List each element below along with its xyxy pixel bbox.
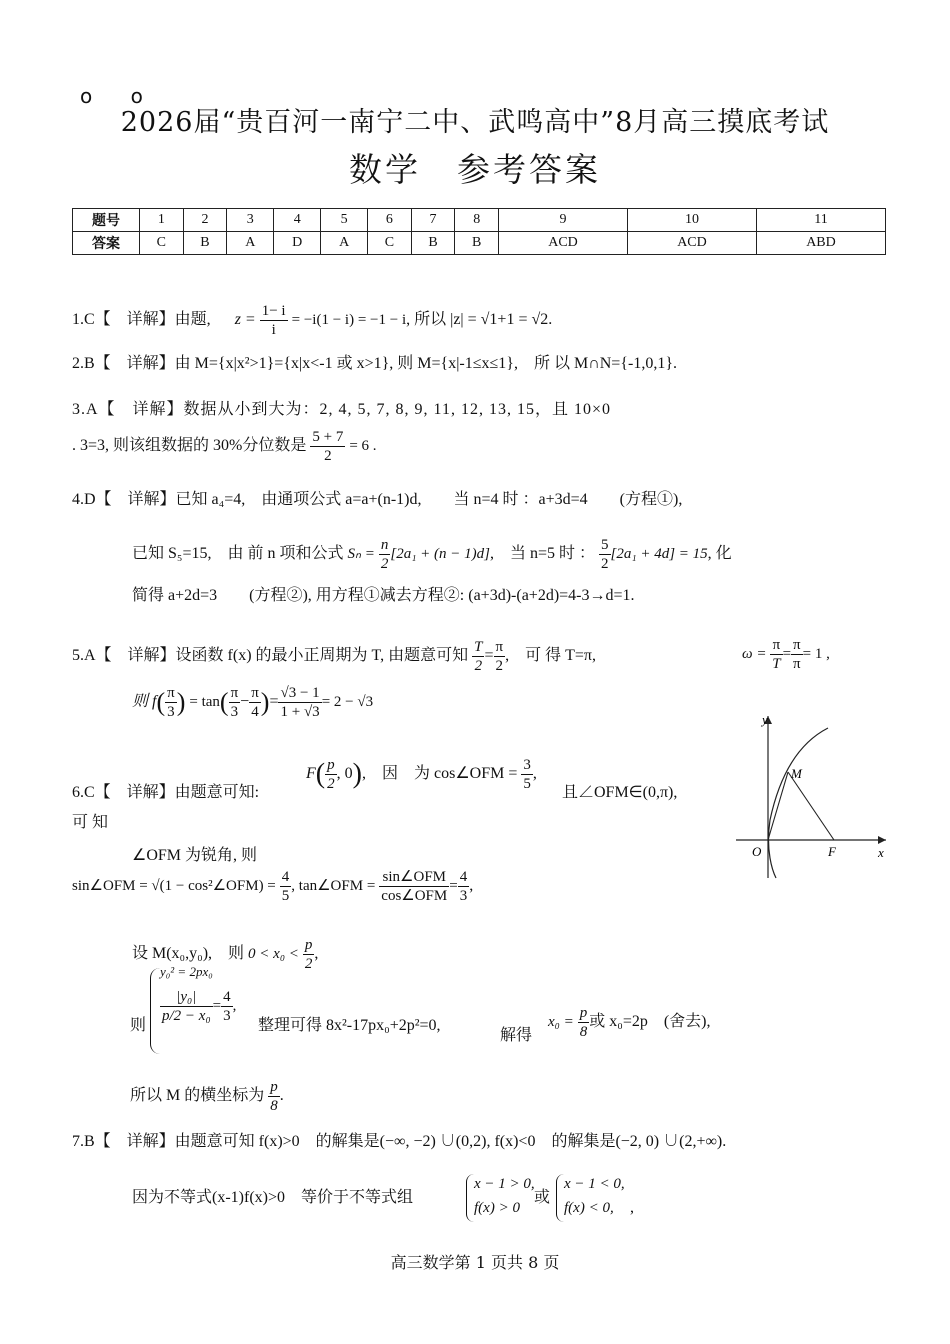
- q6-r-den: 8: [270, 1098, 278, 1114]
- q5-omega: ω = $\frac{\pi}{T}$ = $\frac{\pi}{\pi}$ = 1 ,: [742, 637, 830, 672]
- q6-kezhi: 可 知: [72, 814, 109, 831]
- q5-line1: [72, 638, 596, 675]
- q7-system-1: [474, 1172, 535, 1220]
- origin-label: O: [752, 844, 762, 859]
- q1-eq-lhs: z =: [234, 311, 256, 329]
- num-cell: 10: [627, 209, 756, 232]
- q6-wei: 为 cos∠OFM =: [414, 765, 518, 783]
- q5-line2: 则 f( $\frac{\pi}{3}$ ) = tan( $\frac{\pi}{3}$ − $\frac{\pi}{4}$ )= $\frac{√3 - 1}{1 + √3}$ = 2 − √3: [132, 685, 374, 720]
- q4-text-a: 已知 S₅=15, 由 前 n 项和公式: [132, 545, 344, 563]
- num-cell: 11: [756, 209, 885, 232]
- q6-ineq-fraction: [303, 936, 315, 973]
- q3-fraction: [310, 428, 345, 465]
- q6-sys-top: y₀² = 2px₀: [160, 964, 213, 979]
- q6-cos-fraction: [521, 756, 533, 793]
- mark-2: o: [130, 84, 145, 108]
- q4-s5-den: 2: [601, 556, 609, 572]
- q4-s5-rhs: [2a₁ + 4d] = 15: [610, 546, 708, 563]
- q7-s1-top: x − 1 > 0,: [474, 1176, 535, 1192]
- exam-subtitle: 数学 参考答案: [349, 150, 601, 189]
- q3-eq: = 6 .: [349, 438, 377, 455]
- q5-t-num: T: [474, 639, 483, 655]
- point-f-label: F: [828, 844, 836, 859]
- q7-s1-bot: f(x) > 0: [474, 1200, 520, 1216]
- q1-eq-rhs: = −i(1 − i) = −1 − i: [291, 312, 407, 329]
- q6-F-num: p: [327, 757, 335, 773]
- q4-sn-rhs: [2a₁ + (n − 1)d]: [390, 546, 490, 563]
- num-cell: 9: [499, 209, 628, 232]
- q7-system-2: [564, 1172, 625, 1220]
- q6-trig: sin∠OFM = √(1 − cos²∠OFM) = $\frac{4}{5}$ , tan∠OFM = $\frac{\text{sin∠OFM}}{\text{cos∠OFM}}$ = $\frac{4}{3}$ ,: [72, 869, 474, 904]
- q6-tan-r-den: 3: [459, 888, 468, 904]
- y-axis-label: y: [762, 712, 768, 727]
- q5-f-den: 3: [167, 704, 175, 720]
- q6-x0-lhs: x₀ =: [548, 1014, 574, 1031]
- answer-cell: A: [321, 232, 368, 255]
- q6-F: F: [306, 765, 316, 783]
- q5-pi-fraction: [494, 638, 506, 675]
- q4-text-b: , 当 n=5 时 ：: [490, 545, 596, 563]
- q6-tan-fraction: [379, 868, 449, 905]
- q7-line2: [132, 1186, 413, 1210]
- q7-line1: 7.B【 详解】由题意可知 f(x)>0 的解集是(−∞, −2) ∪(0,2), f(x)<0 的解集是(−2, 0) ∪(2,+∞).: [72, 1133, 727, 1150]
- parabola-figure: [730, 710, 890, 880]
- q7-text: 因为不等式(x-1)f(x)>0 等价于不等式组: [132, 1189, 413, 1206]
- q1-fraction: [260, 302, 288, 339]
- q6-result: 所以 M 的横坐标为 $\frac{p}{8}$ .: [130, 1079, 284, 1114]
- q6-x0-num: p: [579, 1005, 588, 1021]
- q6-sys-r-fraction: [221, 988, 233, 1025]
- answer-cell: B: [411, 232, 455, 255]
- q5-text-b: , 可 得 T=π,: [505, 647, 596, 665]
- q5-w-den1: T: [772, 656, 781, 672]
- q6-F-den: 2: [327, 776, 335, 792]
- q4-line2: [132, 536, 732, 573]
- q5-res-num: √3 − 1: [280, 685, 320, 701]
- q7-tail: ,: [630, 1199, 634, 1216]
- q4-sn-den: 2: [380, 556, 389, 572]
- q5-w-den2: π: [793, 656, 801, 672]
- q6-sys-r-num: 4: [223, 989, 231, 1005]
- q4-sn-num: n: [380, 537, 389, 553]
- q5-f: 则 f: [132, 693, 157, 711]
- q5-text-a: 5.A【 详解】设函数 f(x) 的最小正周期为 T, 由题意可知: [72, 647, 469, 665]
- q3-frac-num: 5 + 7: [312, 429, 344, 445]
- q6-set-m: 设 M(x₀,y₀), 则 0 < x₀ < $\frac{p}{2}$ ,: [132, 937, 319, 972]
- exam-title: 2026届“贵百河一南宁二中、武鸣高中”8月高三摸底考试: [120, 107, 830, 138]
- num-cell: 6: [368, 209, 412, 232]
- q6-sin-num: 4: [281, 869, 290, 885]
- q6-line2: ∠OFM 为锐角, 则: [132, 847, 258, 864]
- q6-x0-den: 8: [579, 1024, 588, 1040]
- answer-cell: ACD: [627, 232, 756, 255]
- q6-cos-den: 5: [523, 776, 531, 792]
- q4-s5-fraction: [599, 536, 611, 573]
- num-cell: 5: [321, 209, 368, 232]
- q6-tan-num: sin∠OFM: [379, 868, 449, 887]
- q6-simplify: 整理可得 8x²-17px₀+2p²=0,: [258, 1017, 441, 1034]
- q6-cos-num: 3: [523, 757, 531, 773]
- q6-sys-fraction: [160, 988, 213, 1025]
- q6-result-fraction: [268, 1078, 280, 1115]
- q1-frac-num: 1− i: [261, 303, 286, 319]
- q5-t-den: 2: [474, 658, 483, 674]
- answer-cell: B: [183, 232, 227, 255]
- q6-ineq-num: p: [304, 937, 313, 953]
- q6-tan-r-num: 4: [459, 869, 468, 885]
- q5-res-tail: = 2 − √3: [321, 694, 374, 711]
- page-footer: 高三数学第 1 页共 8 页: [390, 1253, 560, 1272]
- num-cell: 4: [274, 209, 321, 232]
- q6-focus: F( $\frac{p}{2}$ , 0), 因: [306, 757, 398, 792]
- q4-line1: 4.D【 详解】已知 a₄=4, 由通项公式 a=a+(n-1)d, 当 n=4 时 ：a+3d=4 (方程①),: [72, 491, 683, 508]
- q7-s2-bot: f(x) < 0,: [564, 1200, 614, 1216]
- q6-ze: 则: [130, 1017, 147, 1034]
- q5-f-num: π: [167, 685, 175, 701]
- answer-table: [72, 208, 886, 255]
- answer-cell: ACD: [499, 232, 628, 255]
- q6-sin-fraction: [280, 868, 292, 905]
- q6-set-m-text: 设 M(x₀,y₀), 则: [132, 945, 245, 963]
- q6-head: 6.C【 详解】由题意可知:: [72, 784, 260, 801]
- q1-head: 1.C【 详解】由题,: [72, 311, 211, 329]
- q5-tan-num2: π: [251, 685, 259, 701]
- q5-w-num2: π: [793, 637, 801, 653]
- q6-yin: , 因: [361, 765, 398, 783]
- answer-row: [73, 232, 886, 255]
- q6-sin-lhs: sin∠OFM = √(1 − cos²∠OFM) =: [72, 878, 276, 895]
- q7-huo: 或: [534, 1189, 551, 1206]
- q3-text: . 3=3, 则该组数据的 30%分位数是: [72, 437, 307, 455]
- q6-ineq: 0 < x₀ <: [248, 946, 299, 963]
- num-cell: 7: [411, 209, 455, 232]
- q4-s5-num: 5: [601, 537, 609, 553]
- q1-solution: [72, 302, 552, 339]
- q6-x0-fraction: [578, 1004, 590, 1041]
- q5-t-fraction: [472, 638, 484, 675]
- q6-solve: 解得: [500, 1027, 533, 1044]
- q5-result-fraction: [278, 684, 321, 721]
- point-m-label: M: [791, 766, 802, 781]
- q6-x0-tail: 或 x₀=2p (舍去),: [589, 1013, 711, 1031]
- num-cell: 8: [455, 209, 499, 232]
- q6-sys-eqsign: =: [212, 997, 222, 1014]
- q3-line1: 3.A【 详解】数据从小到大为：2, 4, 5, 7, 8, 9, 11, 12, 13, 15，且 10×0: [72, 401, 611, 418]
- q1-frac-den: i: [271, 322, 276, 338]
- q5-omega-lhs: ω =: [742, 645, 767, 662]
- x-axis-label: x: [878, 845, 884, 860]
- q4-sn-fraction: [379, 536, 391, 573]
- num-cell: 2: [183, 209, 227, 232]
- q4-sn: Sₙ =: [347, 546, 375, 563]
- parabola-curve: [769, 728, 829, 878]
- q5-res-den: 1 + √3: [280, 704, 320, 720]
- q6-ineq-den: 2: [304, 956, 313, 972]
- answer-cell: C: [140, 232, 184, 255]
- q6-sys-num: |y₀|: [160, 988, 213, 1007]
- row-label-number: 题号: [73, 209, 140, 232]
- q6-tan-den: cos∠OFM: [381, 888, 448, 904]
- q6-sys-r-den: 3: [223, 1008, 231, 1024]
- q4-text-c: , 化: [707, 545, 732, 563]
- answer-cell: C: [368, 232, 412, 255]
- segment-om: [768, 772, 788, 840]
- q6-tan-eq: =: [449, 878, 458, 895]
- q2-solution: 2.B【 详解】由 M={x|x²>1}={x|x<-1 或 x>1}, 则 M={x|-1≤x≤1}, 所 以 M∩N={-1,0,1}.: [72, 355, 678, 372]
- q6-sys-den: p/2 − x₀: [162, 1008, 211, 1024]
- q6-sys-eq: $\frac{\text{|y₀|}}{\text{p/2 − x₀}}$ = $\frac{4}{3}$ ,: [162, 989, 237, 1024]
- row-label-answer: 答案: [73, 232, 140, 255]
- answer-cell: ABD: [756, 232, 885, 255]
- q4-line3: 简得 a+2d=3 (方程②), 用方程①减去方程②: (a+3d)-(a+2d)=4-3→d=1.: [132, 587, 635, 604]
- q6-r-num: p: [270, 1079, 278, 1095]
- question-number-row: [73, 209, 886, 232]
- q6-x0: [548, 1004, 711, 1041]
- q6-F-fraction: [325, 756, 337, 793]
- answer-cell: D: [274, 232, 321, 255]
- q7-s2-top: x − 1 < 0,: [564, 1176, 625, 1192]
- answer-cell: A: [227, 232, 274, 255]
- q5-tan-den1: 3: [230, 704, 239, 720]
- q5-w-num1: π: [770, 636, 782, 655]
- segment-mf: [788, 772, 834, 840]
- q5-pi-num: π: [495, 639, 504, 655]
- q5-tan-num1: π: [230, 685, 239, 701]
- mark-1: o: [80, 84, 95, 108]
- q5-tan-den2: 4: [251, 704, 259, 720]
- q3-line2: [72, 428, 377, 465]
- q5-omega-frac1: [770, 636, 782, 673]
- num-cell: 3: [227, 209, 274, 232]
- num-cell: 1: [140, 209, 184, 232]
- q5-omega-frac2: [791, 636, 803, 673]
- q5-pi-den: 2: [495, 658, 504, 674]
- q6-result-text: 所以 M 的横坐标为: [130, 1087, 265, 1105]
- q6-tan-lhs: , tan∠OFM =: [291, 878, 376, 895]
- q5-eq: =: [484, 647, 494, 665]
- q5-tan: = tan: [189, 694, 220, 711]
- q6-range: 且∠OFM∈(0,π),: [562, 784, 678, 801]
- q6-sin-den: 5: [281, 888, 290, 904]
- q1-tail: , 所以 |z| = √1+1 = √2.: [406, 311, 553, 329]
- q5-f-fraction: [165, 684, 177, 721]
- q6-cos: 为 cos∠OFM = $\frac{3}{5}$ ,: [414, 757, 537, 792]
- q6-F-tail: , 0: [336, 765, 353, 783]
- q5-omega-tail: = 1 ,: [802, 645, 830, 662]
- q5-tan-frac2: [249, 684, 261, 721]
- q5-tan-frac1: [229, 684, 241, 721]
- q6-tan-r-fraction: [458, 868, 470, 905]
- answer-cell: B: [455, 232, 499, 255]
- q3-frac-den: 2: [324, 448, 332, 464]
- x-axis-arrow-icon: [878, 836, 886, 844]
